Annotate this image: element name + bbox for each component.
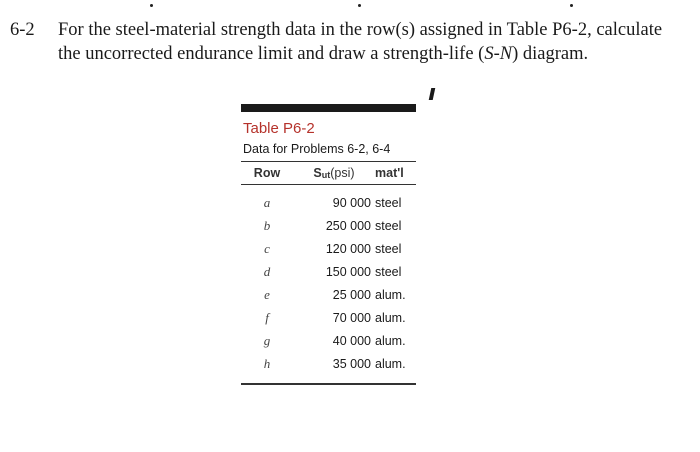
header-sut-unit: (psi)	[330, 166, 355, 180]
table-row	[241, 307, 416, 330]
cell-sut: 25 000	[332, 288, 371, 302]
margin-tick-mark	[429, 88, 436, 100]
problem-number: 6-2	[10, 20, 35, 40]
cell-material: alum.	[375, 311, 406, 325]
table-body	[241, 185, 416, 383]
cell-sut: 250 000	[325, 219, 371, 233]
cell-row-label: h	[263, 356, 271, 371]
cell-material: alum.	[375, 357, 406, 371]
cell-row-label: e	[264, 287, 270, 302]
stray-dot-1	[150, 4, 153, 7]
cell-row-label: a	[263, 195, 271, 210]
table-row	[241, 238, 416, 261]
table-caption: Data for Problems 6-2, 6-4	[243, 142, 391, 156]
cell-sut: 120 000	[325, 242, 371, 256]
cell-sut: 40 000	[332, 334, 371, 348]
cell-material: alum.	[375, 334, 406, 348]
cell-row-label: f	[265, 310, 269, 325]
data-table	[241, 112, 416, 385]
header-material: mat'l	[375, 166, 404, 180]
cell-row-label: d	[263, 264, 271, 279]
problem-line-2-post: ) diagram.	[512, 44, 589, 64]
table-row	[241, 261, 416, 284]
cell-material: steel	[375, 219, 402, 233]
cell-row-label: g	[263, 333, 271, 348]
table-top-bar	[241, 104, 416, 112]
cell-material: steel	[375, 242, 402, 256]
table-row	[241, 215, 416, 238]
header-sut-symbol: S	[313, 166, 322, 180]
table-title: Table P6-2	[243, 120, 315, 137]
cell-sut: 150 000	[325, 265, 371, 279]
header-sut	[295, 162, 373, 186]
problem-text	[58, 18, 698, 66]
table-bottom-rule	[241, 383, 416, 385]
stray-dot-2	[358, 4, 361, 7]
header-sut-subscript: ut	[321, 170, 331, 180]
cell-row-label: c	[264, 241, 270, 256]
problem-line-1: For the steel-material strength data in the row(s) assigned in Table P6-2, calculate	[58, 20, 663, 40]
cell-sut: 70 000	[332, 311, 371, 325]
header-row: Row	[253, 166, 281, 180]
table-row	[241, 192, 416, 215]
table-row	[241, 330, 416, 353]
cell-material: steel	[375, 196, 402, 210]
table-row	[241, 353, 416, 376]
cell-sut: 90 000	[332, 196, 371, 210]
cell-sut: 35 000	[332, 357, 371, 371]
cell-material: alum.	[375, 288, 406, 302]
problem-line-2-pre: the uncorrected endurance limit and draw a strength-life (	[58, 44, 485, 64]
cell-row-label: b	[263, 218, 271, 233]
cell-material: steel	[375, 265, 402, 279]
problem-line-2-italic: S-N	[484, 44, 513, 64]
stray-dot-3	[570, 4, 573, 7]
table-row	[241, 284, 416, 307]
table-header-row	[241, 162, 416, 184]
